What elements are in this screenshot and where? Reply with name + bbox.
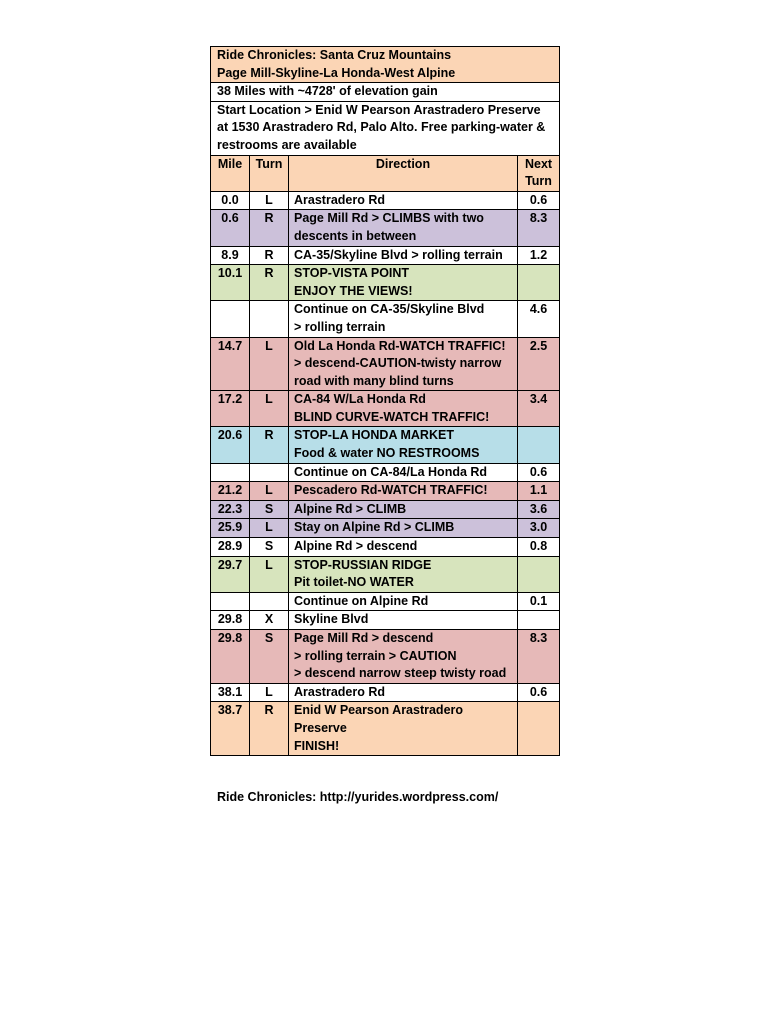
- ride-title: [211, 47, 560, 83]
- table-row: [211, 538, 560, 557]
- start-row: [211, 101, 560, 155]
- column-header-direction: Direction: [289, 155, 518, 191]
- table-row: [211, 463, 560, 482]
- next-turn-cell: 0.6: [518, 191, 560, 210]
- mile-cell: 25.9: [211, 519, 250, 538]
- mile-cell: 38.7: [211, 702, 250, 756]
- column-header-turn: Turn: [250, 155, 289, 191]
- next-turn-cell: 3.0: [518, 519, 560, 538]
- direction-cell: CA-84 W/La Honda Rd BLIND CURVE-WATCH TRAFFIC!: [289, 391, 518, 427]
- mile-cell: 10.1: [211, 265, 250, 301]
- distance-row: [211, 83, 560, 102]
- next-turn-cell: [518, 611, 560, 630]
- next-turn-cell: 3.4: [518, 391, 560, 427]
- mile-cell: 29.7: [211, 556, 250, 592]
- next-turn-cell: [518, 265, 560, 301]
- table-row: [211, 519, 560, 538]
- direction-cell: Continue on CA-35/Skyline Blvd > rolling terrain: [289, 301, 518, 337]
- table-row: [211, 500, 560, 519]
- next-turn-cell: 8.3: [518, 630, 560, 684]
- direction-cell: Arastradero Rd: [289, 191, 518, 210]
- turn-cell: R: [250, 210, 289, 246]
- mile-cell: 38.1: [211, 683, 250, 702]
- footer-credit: Ride Chronicles: http://yurides.wordpress.com/: [217, 790, 499, 804]
- next-turn-cell: 4.6: [518, 301, 560, 337]
- cue-rows: [211, 191, 560, 755]
- direction-cell: CA-35/Skyline Blvd > rolling terrain: [289, 246, 518, 265]
- cue-sheet-table: [210, 46, 560, 756]
- direction-cell: Alpine Rd > descend: [289, 538, 518, 557]
- turn-cell: S: [250, 630, 289, 684]
- cue-sheet: [210, 46, 559, 756]
- turn-cell: R: [250, 265, 289, 301]
- mile-cell: 0.6: [211, 210, 250, 246]
- turn-cell: [250, 592, 289, 611]
- turn-cell: L: [250, 191, 289, 210]
- next-turn-cell: 0.1: [518, 592, 560, 611]
- ride-title-line-2: Page Mill-Skyline-La Honda-West Alpine: [217, 65, 456, 80]
- mile-cell: [211, 463, 250, 482]
- mile-cell: 29.8: [211, 630, 250, 684]
- table-row: [211, 427, 560, 463]
- direction-cell: Continue on Alpine Rd: [289, 592, 518, 611]
- table-row: [211, 246, 560, 265]
- direction-cell: STOP-RUSSIAN RIDGE Pit toilet-NO WATER: [289, 556, 518, 592]
- next-turn-cell: [518, 427, 560, 463]
- table-row: [211, 301, 560, 337]
- direction-cell: Old La Honda Rd-WATCH TRAFFIC! > descend-CAUTION-twisty narrow road with many blind turns: [289, 337, 518, 391]
- direction-cell: Alpine Rd > CLIMB: [289, 500, 518, 519]
- title-row: [211, 47, 560, 83]
- direction-cell: STOP-LA HONDA MARKET Food & water NO RESTROOMS: [289, 427, 518, 463]
- table-row: [211, 683, 560, 702]
- next-turn-cell: 3.6: [518, 500, 560, 519]
- direction-cell: Stay on Alpine Rd > CLIMB: [289, 519, 518, 538]
- next-turn-cell: 0.8: [518, 538, 560, 557]
- turn-cell: L: [250, 556, 289, 592]
- table-row: [211, 337, 560, 391]
- table-row: [211, 210, 560, 246]
- turn-cell: L: [250, 519, 289, 538]
- direction-cell: Pescadero Rd-WATCH TRAFFIC!: [289, 482, 518, 501]
- turn-cell: [250, 463, 289, 482]
- turn-cell: L: [250, 683, 289, 702]
- next-turn-cell: [518, 556, 560, 592]
- direction-cell: Page Mill Rd > CLIMBS with two descents in between: [289, 210, 518, 246]
- mile-cell: [211, 592, 250, 611]
- mile-cell: 22.3: [211, 500, 250, 519]
- table-row: [211, 592, 560, 611]
- turn-cell: L: [250, 482, 289, 501]
- next-turn-cell: 0.6: [518, 463, 560, 482]
- table-row: [211, 482, 560, 501]
- ride-title-line-1: Ride Chronicles: Santa Cruz Mountains: [217, 48, 452, 62]
- mile-cell: 20.6: [211, 427, 250, 463]
- mile-cell: 28.9: [211, 538, 250, 557]
- table-row: [211, 391, 560, 427]
- direction-cell: STOP-VISTA POINT ENJOY THE VIEWS!: [289, 265, 518, 301]
- next-turn-cell: 2.5: [518, 337, 560, 391]
- column-header-next-turn: Next Turn: [518, 155, 560, 191]
- next-turn-cell: 0.6: [518, 683, 560, 702]
- ride-distance: 38 Miles with ~4728' of elevation gain: [211, 83, 560, 102]
- turn-cell: L: [250, 391, 289, 427]
- mile-cell: [211, 301, 250, 337]
- turn-cell: L: [250, 337, 289, 391]
- table-row: [211, 630, 560, 684]
- turn-cell: R: [250, 246, 289, 265]
- table-row: [211, 191, 560, 210]
- column-header-mile: Mile: [211, 155, 250, 191]
- next-turn-cell: 1.2: [518, 246, 560, 265]
- turn-cell: S: [250, 500, 289, 519]
- start-location: Start Location > Enid W Pearson Arastradero Preserve at 1530 Arastradero Rd, Palo Alto. Free parking-water & restrooms are available: [211, 101, 560, 155]
- mile-cell: 8.9: [211, 246, 250, 265]
- turn-cell: R: [250, 427, 289, 463]
- next-turn-cell: 1.1: [518, 482, 560, 501]
- direction-cell: Arastradero Rd: [289, 683, 518, 702]
- next-turn-cell: 8.3: [518, 210, 560, 246]
- mile-cell: 29.8: [211, 611, 250, 630]
- mile-cell: 0.0: [211, 191, 250, 210]
- turn-cell: R: [250, 702, 289, 756]
- turn-cell: [250, 301, 289, 337]
- next-turn-cell: [518, 702, 560, 756]
- direction-cell: Skyline Blvd: [289, 611, 518, 630]
- direction-cell: Enid W Pearson Arastradero Preserve FINISH!: [289, 702, 518, 756]
- table-row: [211, 611, 560, 630]
- direction-cell: Continue on CA-84/La Honda Rd: [289, 463, 518, 482]
- table-row: [211, 556, 560, 592]
- table-row: [211, 265, 560, 301]
- mile-cell: 14.7: [211, 337, 250, 391]
- column-header-row: [211, 155, 560, 191]
- turn-cell: X: [250, 611, 289, 630]
- mile-cell: 17.2: [211, 391, 250, 427]
- table-row: [211, 702, 560, 756]
- mile-cell: 21.2: [211, 482, 250, 501]
- direction-cell: Page Mill Rd > descend > rolling terrain > CAUTION > descend narrow steep twisty road: [289, 630, 518, 684]
- turn-cell: S: [250, 538, 289, 557]
